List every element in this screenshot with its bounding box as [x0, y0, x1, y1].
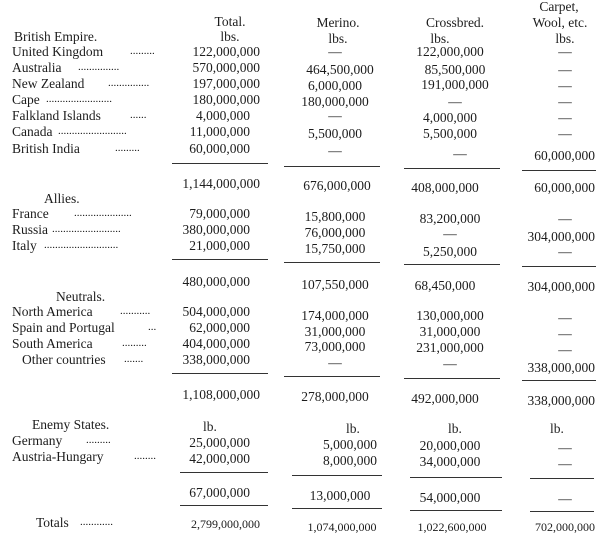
section-title-british-empire: British Empire.	[14, 29, 98, 44]
total-cell: 25,000,000	[189, 435, 250, 450]
crossbred-cell: 34,000,000	[419, 454, 481, 469]
subtotal-crossbred: 68,450,000	[414, 278, 476, 293]
leader-dots: ...	[148, 321, 157, 333]
totals-carpet: 702,000,000	[535, 520, 595, 534]
carpet-cell: 60,000,000	[534, 148, 595, 163]
crossbred-cell: —	[443, 226, 457, 241]
header-merino: Merino.	[316, 15, 360, 30]
total-cell: 197,000,000	[192, 76, 260, 91]
merino-cell: —	[328, 355, 342, 370]
totals-merino: 1,074,000,000	[307, 520, 377, 534]
country-name: Falkland Islands	[12, 108, 101, 123]
unit-merino: lb.	[346, 421, 360, 436]
header-crossbred-unit: lbs.	[430, 31, 450, 46]
total-cell: 62,000,000	[189, 320, 250, 335]
country-name: Canada	[12, 124, 53, 139]
unit-carpet: lb.	[550, 421, 564, 436]
totals-rule	[292, 508, 382, 509]
country-name: United Kingdom	[12, 44, 104, 59]
unit-crossbred: lb.	[448, 421, 462, 436]
subtotal-crossbred: 54,000,000	[419, 490, 481, 505]
merino-cell: —	[328, 143, 342, 158]
leader-dots: ...........	[120, 305, 151, 317]
leader-dots: .........	[86, 434, 111, 446]
crossbred-cell: 130,000,000	[416, 308, 484, 323]
country-name: Austria-Hungary	[12, 449, 104, 464]
header-carpet-2: Wool, etc.	[532, 15, 588, 30]
crossbred-cell: 83,200,000	[419, 211, 481, 226]
carpet-cell: —	[558, 211, 572, 226]
subtotal-rule	[172, 373, 268, 374]
total-cell: 79,000,000	[189, 206, 250, 221]
country-name: Italy	[12, 238, 37, 253]
carpet-cell: 338,000,000	[527, 360, 595, 375]
leader-dots: .........................	[58, 125, 127, 137]
totals-crossbred: 1,022,600,000	[417, 520, 487, 534]
subtotal-rule	[172, 163, 268, 164]
crossbred-cell: —	[443, 356, 457, 371]
crossbred-cell: 85,500,000	[424, 62, 486, 77]
subtotal-rule	[522, 266, 596, 267]
subtotal-carpet: —	[558, 491, 572, 506]
total-cell: 21,000,000	[189, 238, 250, 253]
total-cell: 404,000,000	[182, 336, 250, 351]
merino-cell: 174,000,000	[301, 308, 369, 323]
country-name: South America	[12, 336, 93, 351]
merino-cell: —	[328, 44, 342, 59]
section-title-neutrals: Neutrals.	[56, 289, 106, 304]
carpet-cell: —	[558, 126, 572, 141]
merino-cell: 15,750,000	[304, 241, 366, 256]
total-cell: 60,000,000	[189, 141, 250, 156]
totals-rule	[180, 505, 268, 506]
section-title-enemy-states: Enemy States.	[32, 417, 110, 432]
total-cell: 42,000,000	[189, 451, 250, 466]
country-name: Cape	[12, 92, 40, 107]
country-name: Spain and Portugal	[12, 320, 115, 335]
subtotal-total: 480,000,000	[182, 274, 250, 289]
subtotal-total: 67,000,000	[189, 485, 250, 500]
subtotal-carpet: 60,000,000	[534, 180, 595, 195]
country-name: Australia	[12, 60, 62, 75]
subtotal-rule	[404, 378, 500, 379]
carpet-cell: —	[558, 310, 572, 325]
subtotal-merino: 107,550,000	[301, 277, 369, 292]
country-name: Germany	[12, 433, 63, 448]
leader-dots: .....................	[74, 207, 132, 219]
carpet-cell: 304,000,000	[527, 229, 595, 244]
total-cell: 504,000,000	[182, 304, 250, 319]
subtotal-total: 1,144,000,000	[182, 176, 260, 191]
header-crossbred: Crossbred.	[425, 15, 485, 30]
subtotal-crossbred: 408,000,000	[411, 180, 479, 195]
crossbred-cell: —	[453, 146, 467, 161]
leader-dots: ...............	[108, 77, 150, 89]
subtotal-rule	[284, 166, 380, 167]
country-name: North America	[12, 304, 93, 319]
carpet-cell: —	[558, 244, 572, 259]
leader-dots: .........................	[52, 223, 121, 235]
merino-cell: 8,000,000	[323, 453, 377, 468]
header-merino-unit: lbs.	[328, 31, 348, 46]
subtotal-crossbred: 492,000,000	[411, 391, 479, 406]
crossbred-cell: —	[448, 94, 462, 109]
subtotal-rule	[284, 376, 380, 377]
totals-label: Totals	[36, 515, 69, 530]
carpet-cell: —	[558, 326, 572, 341]
total-cell: 380,000,000	[182, 222, 250, 237]
subtotal-rule	[404, 168, 500, 169]
merino-cell: 73,000,000	[304, 339, 366, 354]
total-cell: 338,000,000	[182, 352, 250, 367]
crossbred-cell: 191,000,000	[421, 77, 489, 92]
country-name: Other countries	[22, 352, 106, 367]
subtotal-total: 1,108,000,000	[182, 387, 260, 402]
subtotal-merino: 676,000,000	[303, 178, 371, 193]
crossbred-cell: 20,000,000	[419, 438, 481, 453]
merino-cell: 464,500,000	[306, 62, 374, 77]
subtotal-rule	[530, 478, 594, 479]
totals-rule	[530, 511, 594, 512]
leader-dots: .......	[124, 353, 144, 365]
merino-cell: —	[328, 108, 342, 123]
total-cell: 122,000,000	[192, 44, 260, 59]
subtotal-rule	[180, 472, 268, 473]
country-name: Russia	[12, 222, 49, 237]
subtotal-carpet: 338,000,000	[527, 393, 595, 408]
merino-cell: 5,000,000	[323, 437, 377, 452]
leader-dots: ...........................	[44, 239, 119, 251]
crossbred-cell: 122,000,000	[416, 44, 484, 59]
subtotal-merino: 278,000,000	[301, 389, 369, 404]
subtotal-rule	[522, 170, 596, 171]
total-cell: 180,000,000	[192, 92, 260, 107]
crossbred-cell: 4,000,000	[423, 110, 477, 125]
subtotal-rule	[404, 264, 500, 265]
header-carpet-unit: lbs.	[555, 31, 575, 46]
country-name: British India	[12, 141, 80, 156]
carpet-cell: —	[558, 456, 572, 471]
carpet-cell: —	[558, 78, 572, 93]
total-cell: 4,000,000	[196, 108, 250, 123]
crossbred-cell: 231,000,000	[416, 340, 484, 355]
totals-rule	[410, 510, 502, 511]
carpet-cell: —	[558, 44, 572, 59]
merino-cell: 5,500,000	[308, 126, 362, 141]
leader-dots: ........................	[46, 93, 112, 105]
crossbred-cell: 5,250,000	[423, 244, 477, 259]
merino-cell: 76,000,000	[304, 225, 366, 240]
leader-dots: .........	[130, 45, 155, 57]
leader-dots: ......	[130, 109, 147, 121]
leader-dots: .........	[115, 142, 140, 154]
header-total: Total.	[214, 14, 246, 29]
subtotal-rule	[284, 262, 380, 263]
subtotal-rule	[410, 477, 502, 478]
carpet-cell: —	[558, 94, 572, 109]
merino-cell: 31,000,000	[304, 324, 366, 339]
totals-total: 2,799,000,000	[191, 517, 260, 531]
merino-cell: 180,000,000	[301, 94, 369, 109]
header-carpet-1: Carpet,	[539, 0, 579, 14]
crossbred-cell: 31,000,000	[419, 324, 481, 339]
subtotal-merino: 13,000,000	[309, 488, 371, 503]
carpet-cell: —	[558, 110, 572, 125]
leader-dots: ............	[80, 516, 113, 528]
section-title-allies: Allies.	[44, 191, 80, 206]
unit-total: lb.	[203, 419, 217, 434]
carpet-cell: —	[558, 342, 572, 357]
subtotal-rule	[172, 259, 268, 260]
leader-dots: ...............	[78, 61, 120, 73]
total-cell: 11,000,000	[189, 124, 250, 139]
total-cell: 570,000,000	[192, 60, 260, 75]
header-total-unit: lbs.	[220, 29, 240, 44]
merino-cell: 15,800,000	[304, 209, 366, 224]
subtotal-carpet: 304,000,000	[527, 279, 595, 294]
subtotal-rule	[292, 475, 382, 476]
leader-dots: ........	[134, 450, 156, 462]
country-name: New Zealand	[12, 76, 85, 91]
carpet-cell: —	[558, 62, 572, 77]
crossbred-cell: 5,500,000	[423, 126, 477, 141]
subtotal-rule	[522, 380, 596, 381]
country-name: France	[12, 206, 49, 221]
carpet-cell: —	[558, 440, 572, 455]
leader-dots: .........	[122, 337, 147, 349]
merino-cell: 6,000,000	[308, 78, 362, 93]
